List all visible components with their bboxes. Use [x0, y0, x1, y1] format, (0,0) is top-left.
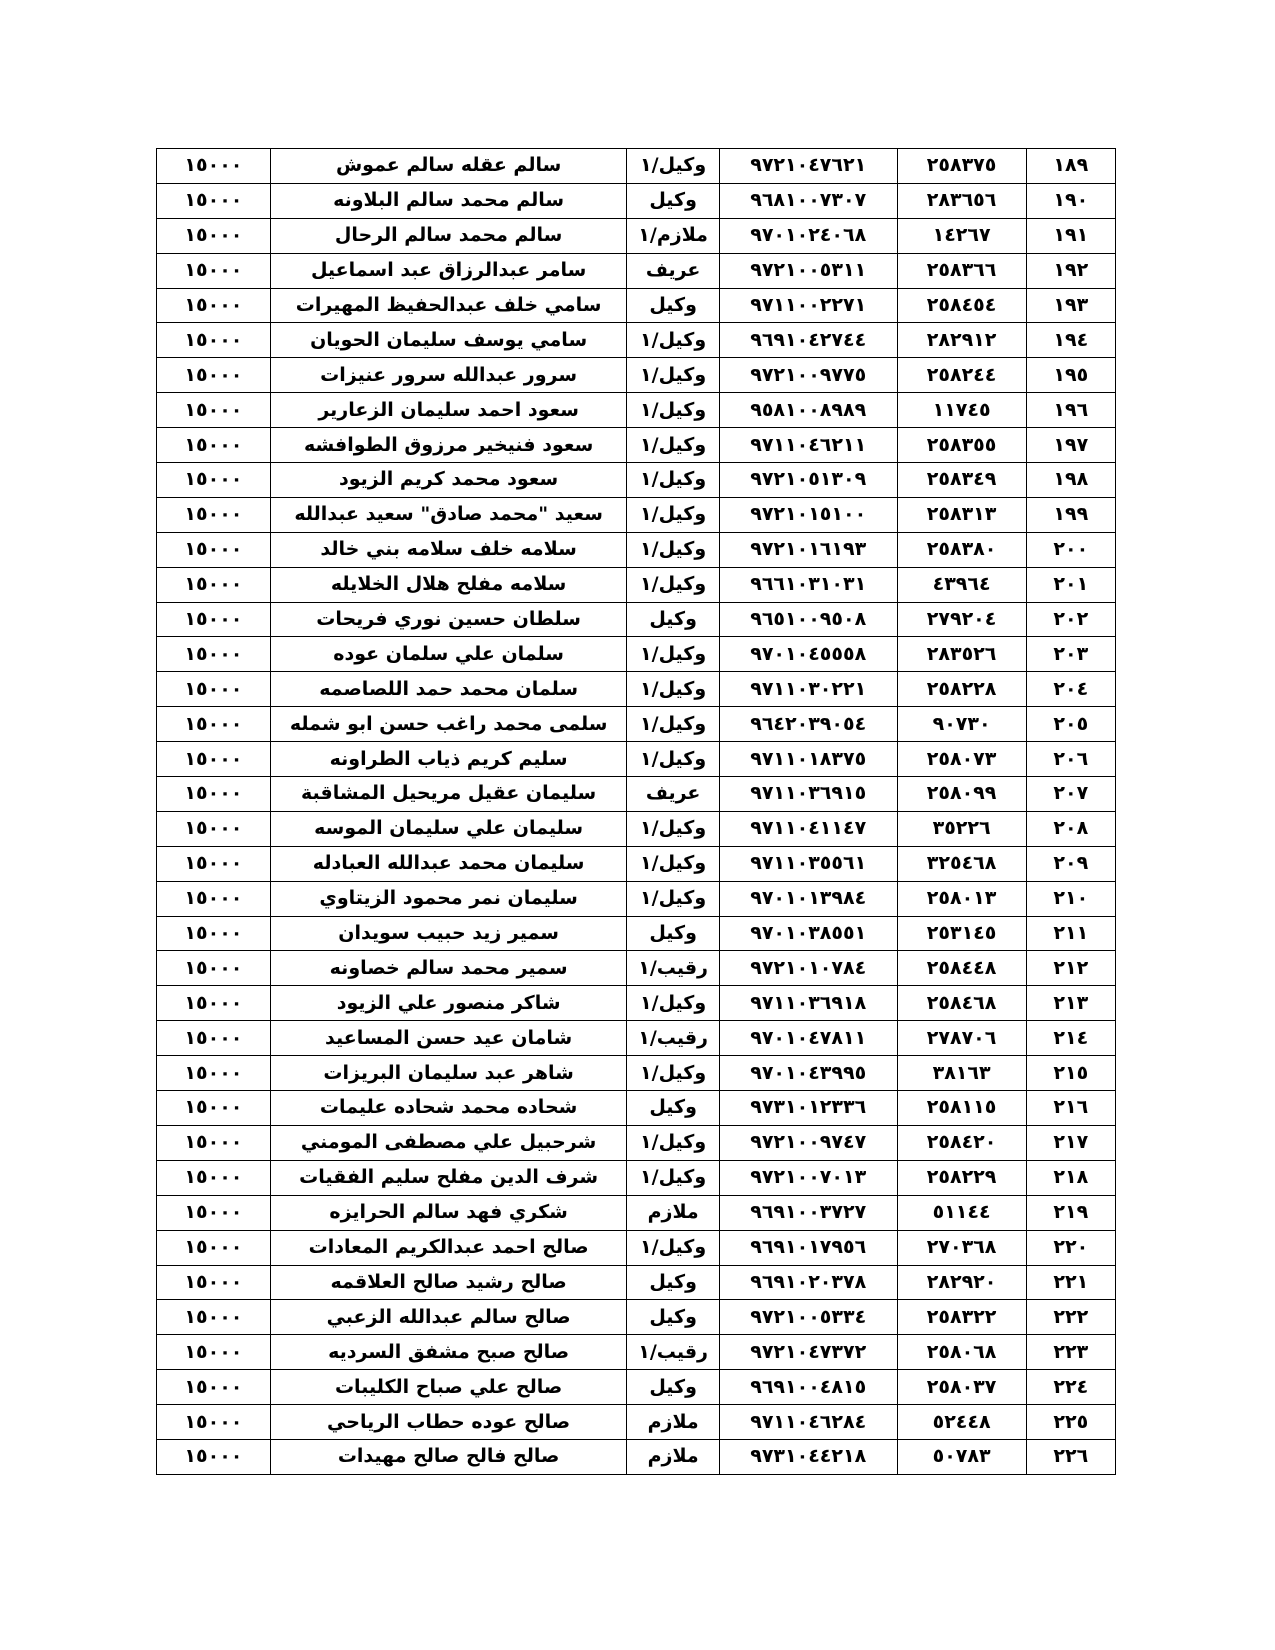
full-name-cell: صالح سالم عبدالله الزعبي	[270, 1300, 627, 1335]
serial-number-cell: ٢١٧	[1026, 1125, 1115, 1160]
full-name-cell: سلمان علي سلمان عوده	[270, 637, 627, 672]
rank-cell: وكيل/١	[627, 358, 719, 393]
serial-number-cell: ١٩٦	[1026, 393, 1115, 428]
amount-cell: ١٥٠٠٠	[157, 881, 271, 916]
rank-cell: وكيل	[627, 1370, 719, 1405]
full-name-cell: شرحبيل علي مصطفى المومني	[270, 1125, 627, 1160]
military-number-cell: ٢٥٨٣٢٢	[897, 1300, 1026, 1335]
rank-cell: وكيل/١	[627, 742, 719, 777]
amount-cell: ١٥٠٠٠	[157, 183, 271, 218]
serial-number-cell: ٢٢٦	[1026, 1439, 1115, 1474]
rank-cell: وكيل/١	[627, 567, 719, 602]
rank-cell: وكيل	[627, 288, 719, 323]
full-name-cell: صالح علي صباح الكليبات	[270, 1370, 627, 1405]
military-number-cell: ٥٢٤٤٨	[897, 1405, 1026, 1440]
amount-cell: ١٥٠٠٠	[157, 288, 271, 323]
military-number-cell: ٢٥٨٤٤٨	[897, 951, 1026, 986]
amount-cell: ١٥٠٠٠	[157, 846, 271, 881]
national-number-cell: ٩٧٢١٠٠٥٣١١	[719, 253, 897, 288]
amount-cell: ١٥٠٠٠	[157, 323, 271, 358]
rank-cell: وكيل	[627, 183, 719, 218]
table-row	[157, 567, 1116, 602]
amount-cell: ١٥٠٠٠	[157, 428, 271, 463]
military-number-cell: ٢٧٠٣٦٨	[897, 1230, 1026, 1265]
table-row	[157, 777, 1116, 812]
full-name-cell: صالح عوده حطاب الرياحي	[270, 1405, 627, 1440]
military-number-cell: ٥١١٤٤	[897, 1195, 1026, 1230]
military-number-cell: ٢٥٣١٤٥	[897, 916, 1026, 951]
amount-cell: ١٥٠٠٠	[157, 1160, 271, 1195]
full-name-cell: سلامه خلف سلامه بني خالد	[270, 532, 627, 567]
national-number-cell: ٩٦٥١٠٠٩٥٠٨	[719, 602, 897, 637]
national-number-cell: ٩٦٦١٠٣١٠٣١	[719, 567, 897, 602]
rank-cell: وكيل/١	[627, 672, 719, 707]
serial-number-cell: ٢٢٣	[1026, 1335, 1115, 1370]
table-row	[157, 602, 1116, 637]
rank-cell: وكيل/١	[627, 393, 719, 428]
table-row	[157, 218, 1116, 253]
serial-number-cell: ١٩٨	[1026, 463, 1115, 498]
rank-cell: وكيل/١	[627, 1160, 719, 1195]
military-number-cell: ٢٨٢٩٢٠	[897, 1265, 1026, 1300]
national-number-cell: ٩٧٣١٠٤٤٢١٨	[719, 1439, 897, 1474]
military-number-cell: ١١٧٤٥	[897, 393, 1026, 428]
amount-cell: ١٥٠٠٠	[157, 149, 271, 184]
military-number-cell: ٢٥٨٤٢٠	[897, 1125, 1026, 1160]
table-row	[157, 1230, 1116, 1265]
military-number-cell: ٢٥٨٣٤٩	[897, 463, 1026, 498]
roster-table-body	[157, 149, 1116, 1475]
full-name-cell: سلامه مفلح هلال الخلايله	[270, 567, 627, 602]
full-name-cell: سالم محمد سالم البلاونه	[270, 183, 627, 218]
amount-cell: ١٥٠٠٠	[157, 393, 271, 428]
table-row	[157, 1125, 1116, 1160]
rank-cell: وكيل/١	[627, 637, 719, 672]
military-number-cell: ٢٧٩٢٠٤	[897, 602, 1026, 637]
serial-number-cell: ١٨٩	[1026, 149, 1115, 184]
full-name-cell: سرور عبدالله سرور عنيزات	[270, 358, 627, 393]
rank-cell: رقيب/١	[627, 1021, 719, 1056]
serial-number-cell: ٢٠٧	[1026, 777, 1115, 812]
serial-number-cell: ٢٢٢	[1026, 1300, 1115, 1335]
table-row	[157, 672, 1116, 707]
national-number-cell: ٩٧٢١٠١٦١٩٣	[719, 532, 897, 567]
table-row	[157, 1300, 1116, 1335]
amount-cell: ١٥٠٠٠	[157, 218, 271, 253]
serial-number-cell: ٢١٤	[1026, 1021, 1115, 1056]
serial-number-cell: ٢٢٤	[1026, 1370, 1115, 1405]
table-row	[157, 1195, 1116, 1230]
national-number-cell: ٩٧٢١٠٤٧٦٢١	[719, 149, 897, 184]
national-number-cell: ٩٦٩١٠٢٠٣٧٨	[719, 1265, 897, 1300]
amount-cell: ١٥٠٠٠	[157, 1195, 271, 1230]
national-number-cell: ٩٧١١٠٤١١٤٧	[719, 811, 897, 846]
full-name-cell: سلطان حسين نوري فريحات	[270, 602, 627, 637]
amount-cell: ١٥٠٠٠	[157, 1056, 271, 1091]
military-number-cell: ٢٥٨٣٧٥	[897, 149, 1026, 184]
national-number-cell: ٩٦٨١٠٠٧٣٠٧	[719, 183, 897, 218]
full-name-cell: شامان عيد حسن المساعيد	[270, 1021, 627, 1056]
full-name-cell: صالح صبح مشفق السرديه	[270, 1335, 627, 1370]
table-row	[157, 986, 1116, 1021]
amount-cell: ١٥٠٠٠	[157, 951, 271, 986]
rank-cell: وكيل	[627, 602, 719, 637]
serial-number-cell: ٢٢٥	[1026, 1405, 1115, 1440]
serial-number-cell: ٢٠٦	[1026, 742, 1115, 777]
amount-cell: ١٥٠٠٠	[157, 672, 271, 707]
national-number-cell: ٩٧٣١٠١٢٣٣٦	[719, 1091, 897, 1126]
military-number-cell: ٤٣٩٦٤	[897, 567, 1026, 602]
serial-number-cell: ٢٠٠	[1026, 532, 1115, 567]
military-number-cell: ٢٥٨١١٥	[897, 1091, 1026, 1126]
table-row	[157, 846, 1116, 881]
rank-cell: وكيل/١	[627, 811, 719, 846]
table-row	[157, 323, 1116, 358]
full-name-cell: شكري فهد سالم الحرايزه	[270, 1195, 627, 1230]
table-row	[157, 1405, 1116, 1440]
military-number-cell: ٢٥٨٤٦٨	[897, 986, 1026, 1021]
military-number-cell: ٢٥٨٢٢٨	[897, 672, 1026, 707]
serial-number-cell: ٢٠٨	[1026, 811, 1115, 846]
amount-cell: ١٥٠٠٠	[157, 986, 271, 1021]
table-row	[157, 149, 1116, 184]
rank-cell: ملازم	[627, 1195, 719, 1230]
amount-cell: ١٥٠٠٠	[157, 602, 271, 637]
rank-cell: رقيب/١	[627, 951, 719, 986]
national-number-cell: ٩٧٢١٠٠٥٣٣٤	[719, 1300, 897, 1335]
full-name-cell: سليم كريم ذياب الطراونه	[270, 742, 627, 777]
roster-table	[156, 148, 1116, 1475]
military-number-cell: ٢٥٨٠٣٧	[897, 1370, 1026, 1405]
rank-cell: وكيل/١	[627, 881, 719, 916]
table-row	[157, 1439, 1116, 1474]
full-name-cell: سليمان علي سليمان الموسه	[270, 811, 627, 846]
national-number-cell: ٩٦٩١٠٤٢٧٤٤	[719, 323, 897, 358]
military-number-cell: ٢٧٨٧٠٦	[897, 1021, 1026, 1056]
rank-cell: وكيل/١	[627, 846, 719, 881]
military-number-cell: ٢٥٨٣١٣	[897, 497, 1026, 532]
rank-cell: وكيل	[627, 1300, 719, 1335]
table-row	[157, 428, 1116, 463]
military-number-cell: ٩٠٧٣٠	[897, 707, 1026, 742]
national-number-cell: ٩٧١١٠٣٠٢٢١	[719, 672, 897, 707]
full-name-cell: سالم محمد سالم الرحال	[270, 218, 627, 253]
amount-cell: ١٥٠٠٠	[157, 1021, 271, 1056]
amount-cell: ١٥٠٠٠	[157, 1439, 271, 1474]
full-name-cell: سعود محمد كريم الزيود	[270, 463, 627, 498]
table-row	[157, 532, 1116, 567]
military-number-cell: ٢٨٣٥٢٦	[897, 637, 1026, 672]
table-row	[157, 393, 1116, 428]
rank-cell: عريف	[627, 253, 719, 288]
amount-cell: ١٥٠٠٠	[157, 1230, 271, 1265]
national-number-cell: ٩٧٢١٠١٥١٠٠	[719, 497, 897, 532]
national-number-cell: ٩٦٩١٠٠٤٨١٥	[719, 1370, 897, 1405]
military-number-cell: ٢٥٨٢٤٤	[897, 358, 1026, 393]
rank-cell: وكيل	[627, 916, 719, 951]
serial-number-cell: ٢٠٢	[1026, 602, 1115, 637]
full-name-cell: سليمان نمر محمود الزيتاوي	[270, 881, 627, 916]
table-row	[157, 881, 1116, 916]
full-name-cell: سامر عبدالرزاق عبد اسماعيل	[270, 253, 627, 288]
amount-cell: ١٥٠٠٠	[157, 1300, 271, 1335]
amount-cell: ١٥٠٠٠	[157, 1091, 271, 1126]
serial-number-cell: ٢١٥	[1026, 1056, 1115, 1091]
national-number-cell: ٩٦٩١٠٠٣٧٢٧	[719, 1195, 897, 1230]
serial-number-cell: ٢٠٤	[1026, 672, 1115, 707]
national-number-cell: ٩٧٢١٠٤٧٣٧٢	[719, 1335, 897, 1370]
rank-cell: وكيل/١	[627, 463, 719, 498]
rank-cell: وكيل/١	[627, 532, 719, 567]
serial-number-cell: ٢١٩	[1026, 1195, 1115, 1230]
national-number-cell: ٩٧٢١٠٠٩٧٧٥	[719, 358, 897, 393]
full-name-cell: صالح احمد عبدالكريم المعادات	[270, 1230, 627, 1265]
amount-cell: ١٥٠٠٠	[157, 1335, 271, 1370]
national-number-cell: ٩٧٠١٠٤٧٨١١	[719, 1021, 897, 1056]
military-number-cell: ٢٨٣٦٥٦	[897, 183, 1026, 218]
full-name-cell: شاهر عبد سليمان البريزات	[270, 1056, 627, 1091]
serial-number-cell: ١٩٤	[1026, 323, 1115, 358]
military-number-cell: ٢٥٨٣٥٥	[897, 428, 1026, 463]
table-row	[157, 1056, 1116, 1091]
serial-number-cell: ٢٠٩	[1026, 846, 1115, 881]
rank-cell: وكيل/١	[627, 986, 719, 1021]
table-row	[157, 288, 1116, 323]
table-row	[157, 183, 1116, 218]
rank-cell: ملازم	[627, 1439, 719, 1474]
amount-cell: ١٥٠٠٠	[157, 253, 271, 288]
serial-number-cell: ٢٠١	[1026, 567, 1115, 602]
rank-cell: وكيل/١	[627, 707, 719, 742]
national-number-cell: ٩٧٢١٠٠٩٧٤٧	[719, 1125, 897, 1160]
rank-cell: عريف	[627, 777, 719, 812]
military-number-cell: ٢٥٨٣٨٠	[897, 532, 1026, 567]
full-name-cell: شرف الدين مفلح سليم الفقيات	[270, 1160, 627, 1195]
rank-cell: وكيل/١	[627, 1230, 719, 1265]
amount-cell: ١٥٠٠٠	[157, 637, 271, 672]
serial-number-cell: ١٩٥	[1026, 358, 1115, 393]
amount-cell: ١٥٠٠٠	[157, 707, 271, 742]
military-number-cell: ٣٨١٦٣	[897, 1056, 1026, 1091]
amount-cell: ١٥٠٠٠	[157, 358, 271, 393]
national-number-cell: ٩٧١١٠٣٦٩١٥	[719, 777, 897, 812]
rank-cell: وكيل/١	[627, 1125, 719, 1160]
military-number-cell: ٢٥٨٠١٣	[897, 881, 1026, 916]
rank-cell: ملازم	[627, 1405, 719, 1440]
rank-cell: وكيل	[627, 1091, 719, 1126]
military-number-cell: ٢٥٨٢٢٩	[897, 1160, 1026, 1195]
military-number-cell: ٢٥٨٤٥٤	[897, 288, 1026, 323]
national-number-cell: ٩٧١١٠٤٦٢٨٤	[719, 1405, 897, 1440]
full-name-cell: سعيد "محمد صادق" سعيد عبدالله	[270, 497, 627, 532]
national-number-cell: ٩٧١١٠١٨٣٧٥	[719, 742, 897, 777]
amount-cell: ١٥٠٠٠	[157, 742, 271, 777]
amount-cell: ١٥٠٠٠	[157, 567, 271, 602]
full-name-cell: صالح رشيد صالح العلاقمه	[270, 1265, 627, 1300]
amount-cell: ١٥٠٠٠	[157, 811, 271, 846]
amount-cell: ١٥٠٠٠	[157, 1265, 271, 1300]
national-number-cell: ٩٧٢١٠٠٧٠١٣	[719, 1160, 897, 1195]
rank-cell: وكيل/١	[627, 149, 719, 184]
full-name-cell: صالح فالح صالح مهيدات	[270, 1439, 627, 1474]
full-name-cell: سعود احمد سليمان الزعارير	[270, 393, 627, 428]
national-number-cell: ٩٧٠١٠٣٨٥٥١	[719, 916, 897, 951]
national-number-cell: ٩٧١١٠٠٢٢٧١	[719, 288, 897, 323]
serial-number-cell: ٢٠٣	[1026, 637, 1115, 672]
serial-number-cell: ٢٠٥	[1026, 707, 1115, 742]
amount-cell: ١٥٠٠٠	[157, 916, 271, 951]
table-row	[157, 463, 1116, 498]
full-name-cell: سليمان محمد عبدالله العبادله	[270, 846, 627, 881]
serial-number-cell: ٢٢٠	[1026, 1230, 1115, 1265]
table-row	[157, 1265, 1116, 1300]
amount-cell: ١٥٠٠٠	[157, 1405, 271, 1440]
rank-cell: وكيل/١	[627, 323, 719, 358]
serial-number-cell: ١٩٩	[1026, 497, 1115, 532]
national-number-cell: ٩٧٠١٠٤٥٥٥٨	[719, 637, 897, 672]
national-number-cell: ٩٧٢١٠١٠٧٨٤	[719, 951, 897, 986]
national-number-cell: ٩٧٠١٠٤٣٩٩٥	[719, 1056, 897, 1091]
military-number-cell: ٢٥٨٠٩٩	[897, 777, 1026, 812]
full-name-cell: سلمى محمد راغب حسن ابو شمله	[270, 707, 627, 742]
rank-cell: ملازم/١	[627, 218, 719, 253]
rank-cell: وكيل/١	[627, 497, 719, 532]
serial-number-cell: ٢١١	[1026, 916, 1115, 951]
full-name-cell: شاكر منصور علي الزيود	[270, 986, 627, 1021]
national-number-cell: ٩٥٨١٠٠٨٩٨٩	[719, 393, 897, 428]
amount-cell: ١٥٠٠٠	[157, 1370, 271, 1405]
table-row	[157, 1160, 1116, 1195]
serial-number-cell: ١٩١	[1026, 218, 1115, 253]
rank-cell: وكيل/١	[627, 1056, 719, 1091]
military-number-cell: ٥٠٧٨٣	[897, 1439, 1026, 1474]
national-number-cell: ٩٦٩١٠١٧٩٥٦	[719, 1230, 897, 1265]
table-row	[157, 1091, 1116, 1126]
full-name-cell: سلمان محمد حمد اللصاصمه	[270, 672, 627, 707]
national-number-cell: ٩٧١١٠٣٦٩١٨	[719, 986, 897, 1021]
table-row	[157, 1021, 1116, 1056]
full-name-cell: سامي خلف عبدالحفيظ المهيرات	[270, 288, 627, 323]
full-name-cell: سعود فنيخير مرزوق الطوافشه	[270, 428, 627, 463]
table-row	[157, 951, 1116, 986]
full-name-cell: سامي يوسف سليمان الحويان	[270, 323, 627, 358]
table-row	[157, 1335, 1116, 1370]
full-name-cell: سمير زيد حبيب سويدان	[270, 916, 627, 951]
full-name-cell: سليمان عقيل مريحيل المشاقبة	[270, 777, 627, 812]
national-number-cell: ٩٧٠١٠٢٤٠٦٨	[719, 218, 897, 253]
serial-number-cell: ١٩٠	[1026, 183, 1115, 218]
national-number-cell: ٩٦٤٢٠٣٩٠٥٤	[719, 707, 897, 742]
serial-number-cell: ٢١٣	[1026, 986, 1115, 1021]
serial-number-cell: ٢١٠	[1026, 881, 1115, 916]
table-row	[157, 811, 1116, 846]
amount-cell: ١٥٠٠٠	[157, 463, 271, 498]
serial-number-cell: ١٩٧	[1026, 428, 1115, 463]
full-name-cell: شحاده محمد شحاده عليمات	[270, 1091, 627, 1126]
national-number-cell: ٩٧٢١٠٥١٣٠٩	[719, 463, 897, 498]
table-row	[157, 253, 1116, 288]
table-row	[157, 742, 1116, 777]
military-number-cell: ١٤٢٦٧	[897, 218, 1026, 253]
table-row	[157, 358, 1116, 393]
serial-number-cell: ٢١٦	[1026, 1091, 1115, 1126]
table-row	[157, 707, 1116, 742]
amount-cell: ١٥٠٠٠	[157, 497, 271, 532]
military-number-cell: ٣٢٥٤٦٨	[897, 846, 1026, 881]
table-row	[157, 497, 1116, 532]
full-name-cell: سالم عقله سالم عموش	[270, 149, 627, 184]
military-number-cell: ٢٥٨٠٦٨	[897, 1335, 1026, 1370]
national-number-cell: ٩٧٠١٠١٣٩٨٤	[719, 881, 897, 916]
military-number-cell: ٢٥٨٠٧٣	[897, 742, 1026, 777]
national-number-cell: ٩٧١١٠٤٦٢١١	[719, 428, 897, 463]
table-row	[157, 916, 1116, 951]
serial-number-cell: ٢١٨	[1026, 1160, 1115, 1195]
military-number-cell: ٣٥٢٢٦	[897, 811, 1026, 846]
rank-cell: وكيل/١	[627, 428, 719, 463]
amount-cell: ١٥٠٠٠	[157, 777, 271, 812]
national-number-cell: ٩٧١١٠٣٥٥٦١	[719, 846, 897, 881]
full-name-cell: سمير محمد سالم خصاونه	[270, 951, 627, 986]
serial-number-cell: ٢١٢	[1026, 951, 1115, 986]
rank-cell: وكيل	[627, 1265, 719, 1300]
amount-cell: ١٥٠٠٠	[157, 532, 271, 567]
serial-number-cell: ٢٢١	[1026, 1265, 1115, 1300]
military-number-cell: ٢٥٨٣٦٦	[897, 253, 1026, 288]
rank-cell: رقيب/١	[627, 1335, 719, 1370]
table-row	[157, 637, 1116, 672]
table-row	[157, 1370, 1116, 1405]
military-number-cell: ٢٨٢٩١٢	[897, 323, 1026, 358]
amount-cell: ١٥٠٠٠	[157, 1125, 271, 1160]
serial-number-cell: ١٩٣	[1026, 288, 1115, 323]
serial-number-cell: ١٩٢	[1026, 253, 1115, 288]
